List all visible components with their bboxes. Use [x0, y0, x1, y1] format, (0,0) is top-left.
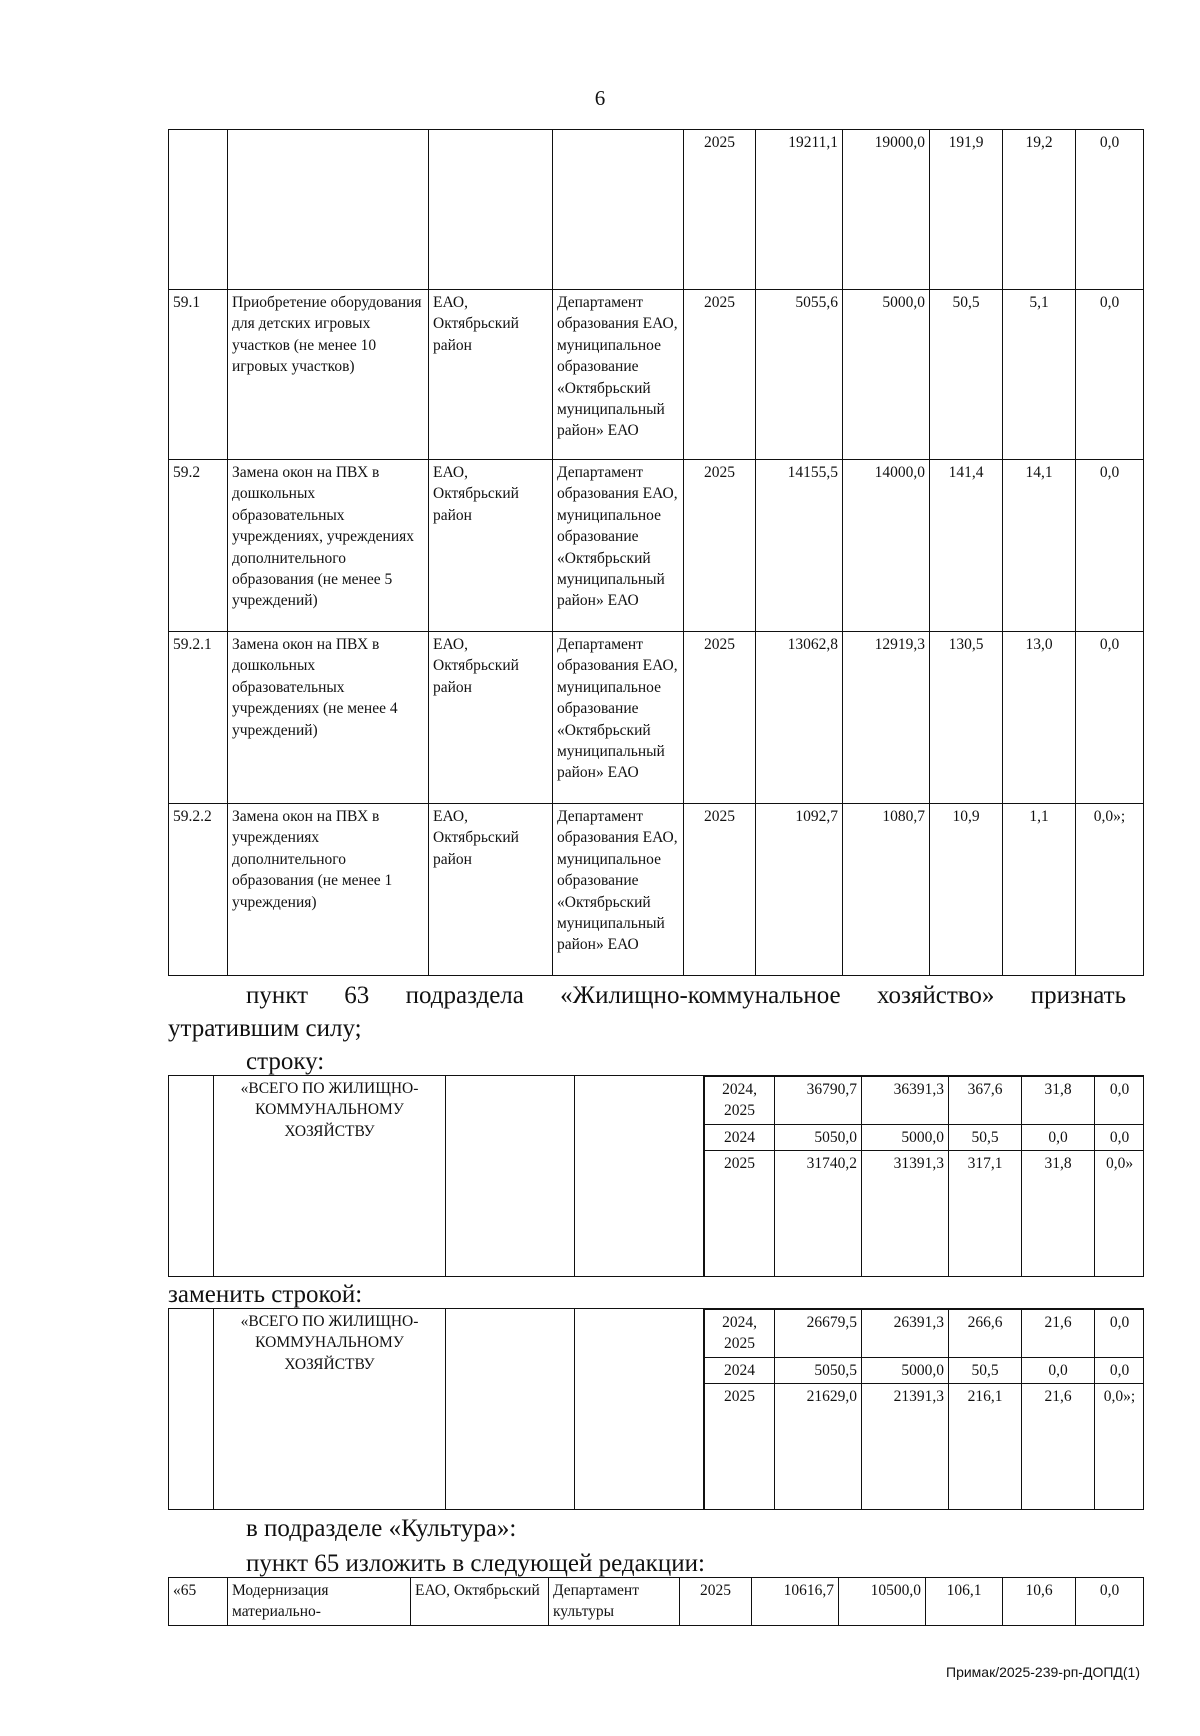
cell-year: 2024	[705, 1124, 775, 1150]
cell-value: 21,6	[1022, 1384, 1095, 1509]
table-row	[169, 290, 1144, 460]
cell-value: 0,0	[1095, 1077, 1144, 1125]
summary-label: «ВСЕГО ПО ЖИЛИЩНО-КОММУНАЛЬНОМУ ХОЗЯЙСТВУ	[214, 1309, 446, 1510]
cell-value: 130,5	[930, 632, 1003, 804]
cell-value: 191,9	[930, 130, 1003, 290]
summary-label: «ВСЕГО ПО ЖИЛИЩНО-КОММУНАЛЬНОМУ ХОЗЯЙСТВУ	[214, 1076, 446, 1277]
cell-executor	[575, 1309, 704, 1510]
table-row	[705, 1077, 1144, 1125]
table-row	[705, 1310, 1144, 1358]
cell-territory: ЕАО, Октябрьский район	[429, 460, 553, 632]
table-row	[169, 460, 1144, 632]
cell-value: 5000,0	[862, 1124, 949, 1150]
cell-value: 1080,7	[843, 804, 930, 976]
cell-value: 5055,6	[756, 290, 843, 460]
cell-name: Приобретение оборудования для детских игровых участков (не менее 10 игровых участков)	[228, 290, 429, 460]
cell-value: 0,0	[1022, 1124, 1095, 1150]
cell-value: 0,0	[1076, 632, 1144, 804]
cell-value: 31740,2	[775, 1151, 862, 1276]
cell-territory: ЕАО, Октябрьский район	[429, 632, 553, 804]
table-education	[168, 129, 1144, 976]
cell-value: 10,6	[1003, 1578, 1076, 1626]
cell-value: 26679,5	[775, 1310, 862, 1358]
summary-values	[704, 1309, 1144, 1510]
cell-value: 5,1	[1003, 290, 1076, 460]
cell-no: 59.1	[169, 290, 228, 460]
page-number: 6	[594, 86, 606, 110]
cell-year: 2025	[684, 130, 756, 290]
cell-name: Модернизация материально-	[228, 1578, 411, 1626]
cell-value: 36790,7	[775, 1077, 862, 1125]
cell-value: 10,9	[930, 804, 1003, 976]
cell-year: 2025	[684, 460, 756, 632]
cell-territory: ЕАО, Октябрьский район	[429, 290, 553, 460]
cell-executor: Департамент образования ЕАО, муниципальное образование «Октябрьский муниципальный район» ЕАО	[553, 460, 684, 632]
document-footer: Примак/2025-239-рп-ДОПД(1)	[946, 1664, 1140, 1680]
label-zamenit: заменить строкой:	[168, 1281, 363, 1308]
cell-executor: Департамент образования ЕАО, муниципальное образование «Октябрьский муниципальный район» ЕАО	[553, 632, 684, 804]
cell-value: 0,0	[1076, 290, 1144, 460]
culture-heading: в подразделе «Культура»:	[246, 1515, 517, 1542]
cell-value: 1092,7	[756, 804, 843, 976]
paragraph-63-line1: пункт 63 подраздела «Жилищно-коммунальное хозяйство» признать	[246, 982, 1126, 1009]
table-row	[169, 632, 1144, 804]
summary-values	[704, 1076, 1144, 1277]
cell-value: 0,0»	[1095, 1151, 1144, 1276]
table-old-summary	[168, 1075, 1144, 1277]
cell-executor	[575, 1076, 704, 1277]
table-row	[169, 1309, 1144, 1510]
cell-no	[169, 1309, 214, 1510]
cell-name	[228, 130, 429, 290]
cell-value: 50,5	[949, 1357, 1022, 1383]
cell-value: 10500,0	[839, 1578, 926, 1626]
cell-year: 2025	[705, 1384, 775, 1509]
table-new-summary	[168, 1308, 1144, 1510]
cell-value: 0,0	[1095, 1357, 1144, 1383]
cell-territory	[429, 130, 553, 290]
cell-value: 0,0	[1076, 1578, 1144, 1626]
cell-value: 5050,5	[775, 1357, 862, 1383]
cell-no: 59.2.2	[169, 804, 228, 976]
cell-value: 31,8	[1022, 1151, 1095, 1276]
table-row	[169, 1076, 1144, 1277]
cell-value: 5050,0	[775, 1124, 862, 1150]
cell-value: 12919,3	[843, 632, 930, 804]
cell-year: 2025	[684, 804, 756, 976]
cell-value: 0,0»;	[1095, 1384, 1144, 1509]
cell-year: 2024, 2025	[705, 1077, 775, 1125]
cell-value: 31,8	[1022, 1077, 1095, 1125]
cell-value: 0,0	[1095, 1310, 1144, 1358]
cell-value: 106,1	[926, 1578, 1003, 1626]
cell-value: 5000,0	[843, 290, 930, 460]
cell-executor: Департамент образования ЕАО, муниципальное образование «Октябрьский муниципальный район» ЕАО	[553, 804, 684, 976]
cell-value: 21629,0	[775, 1384, 862, 1509]
cell-value: 0,0	[1022, 1357, 1095, 1383]
table-65	[168, 1577, 1144, 1626]
table-row	[705, 1124, 1144, 1150]
cell-value: 19,2	[1003, 130, 1076, 290]
cell-value: 0,0	[1076, 460, 1144, 632]
cell-name: Замена окон на ПВХ в дошкольных образовательных учреждениях, учреждениях дополнительного образования (не менее 5 учреждений)	[228, 460, 429, 632]
cell-value: 14,1	[1003, 460, 1076, 632]
cell-value: 141,4	[930, 460, 1003, 632]
cell-executor: Департамент культуры	[549, 1578, 680, 1626]
cell-year: 2024	[705, 1357, 775, 1383]
cell-year: 2025	[684, 632, 756, 804]
cell-value: 21391,3	[862, 1384, 949, 1509]
cell-territory: ЕАО, Октябрьский район	[429, 804, 553, 976]
cell-value: 19000,0	[843, 130, 930, 290]
paragraph-63-line2: утратившим силу;	[168, 1015, 362, 1042]
cell-value: 0,0»;	[1076, 804, 1144, 976]
table-row	[705, 1384, 1144, 1509]
cell-value: 26391,3	[862, 1310, 949, 1358]
cell-value: 13062,8	[756, 632, 843, 804]
table-row	[169, 1578, 1144, 1626]
cell-value: 0,0	[1095, 1124, 1144, 1150]
cell-no: «65	[169, 1578, 228, 1626]
cell-no: 59.2.1	[169, 632, 228, 804]
cell-value: 31391,3	[862, 1151, 949, 1276]
cell-year: 2024, 2025	[705, 1310, 775, 1358]
cell-executor: Департамент образования ЕАО, муниципальное образование «Октябрьский муниципальный район» ЕАО	[553, 290, 684, 460]
cell-year: 2025	[684, 290, 756, 460]
cell-value: 50,5	[930, 290, 1003, 460]
label-stroku: строку:	[246, 1048, 325, 1075]
table-row	[169, 804, 1144, 976]
cell-year: 2025	[705, 1151, 775, 1276]
cell-no: 59.2	[169, 460, 228, 632]
cell-value: 36391,3	[862, 1077, 949, 1125]
cell-name: Замена окон на ПВХ в учреждениях дополнительного образования (не менее 1 учреждения)	[228, 804, 429, 976]
cell-value: 13,0	[1003, 632, 1076, 804]
cell-value: 50,5	[949, 1124, 1022, 1150]
cell-value: 367,6	[949, 1077, 1022, 1125]
cell-executor	[553, 130, 684, 290]
cell-territory: ЕАО, Октябрьский	[411, 1578, 549, 1626]
cell-no	[169, 1076, 214, 1277]
cell-value: 10616,7	[752, 1578, 839, 1626]
paragraph-65: пункт 65 изложить в следующей редакции:	[246, 1550, 705, 1577]
table-row	[705, 1357, 1144, 1383]
cell-territory	[446, 1309, 575, 1510]
cell-territory	[446, 1076, 575, 1277]
cell-value: 14155,5	[756, 460, 843, 632]
cell-value: 19211,1	[756, 130, 843, 290]
cell-value: 5000,0	[862, 1357, 949, 1383]
cell-year: 2025	[680, 1578, 752, 1626]
cell-value: 1,1	[1003, 804, 1076, 976]
table-row	[705, 1151, 1144, 1276]
cell-value: 0,0	[1076, 130, 1144, 290]
table-row	[169, 130, 1144, 290]
cell-name: Замена окон на ПВХ в дошкольных образовательных учреждениях (не менее 4 учреждений)	[228, 632, 429, 804]
cell-value: 21,6	[1022, 1310, 1095, 1358]
cell-value: 266,6	[949, 1310, 1022, 1358]
cell-value: 317,1	[949, 1151, 1022, 1276]
cell-value: 14000,0	[843, 460, 930, 632]
cell-no	[169, 130, 228, 290]
cell-value: 216,1	[949, 1384, 1022, 1509]
